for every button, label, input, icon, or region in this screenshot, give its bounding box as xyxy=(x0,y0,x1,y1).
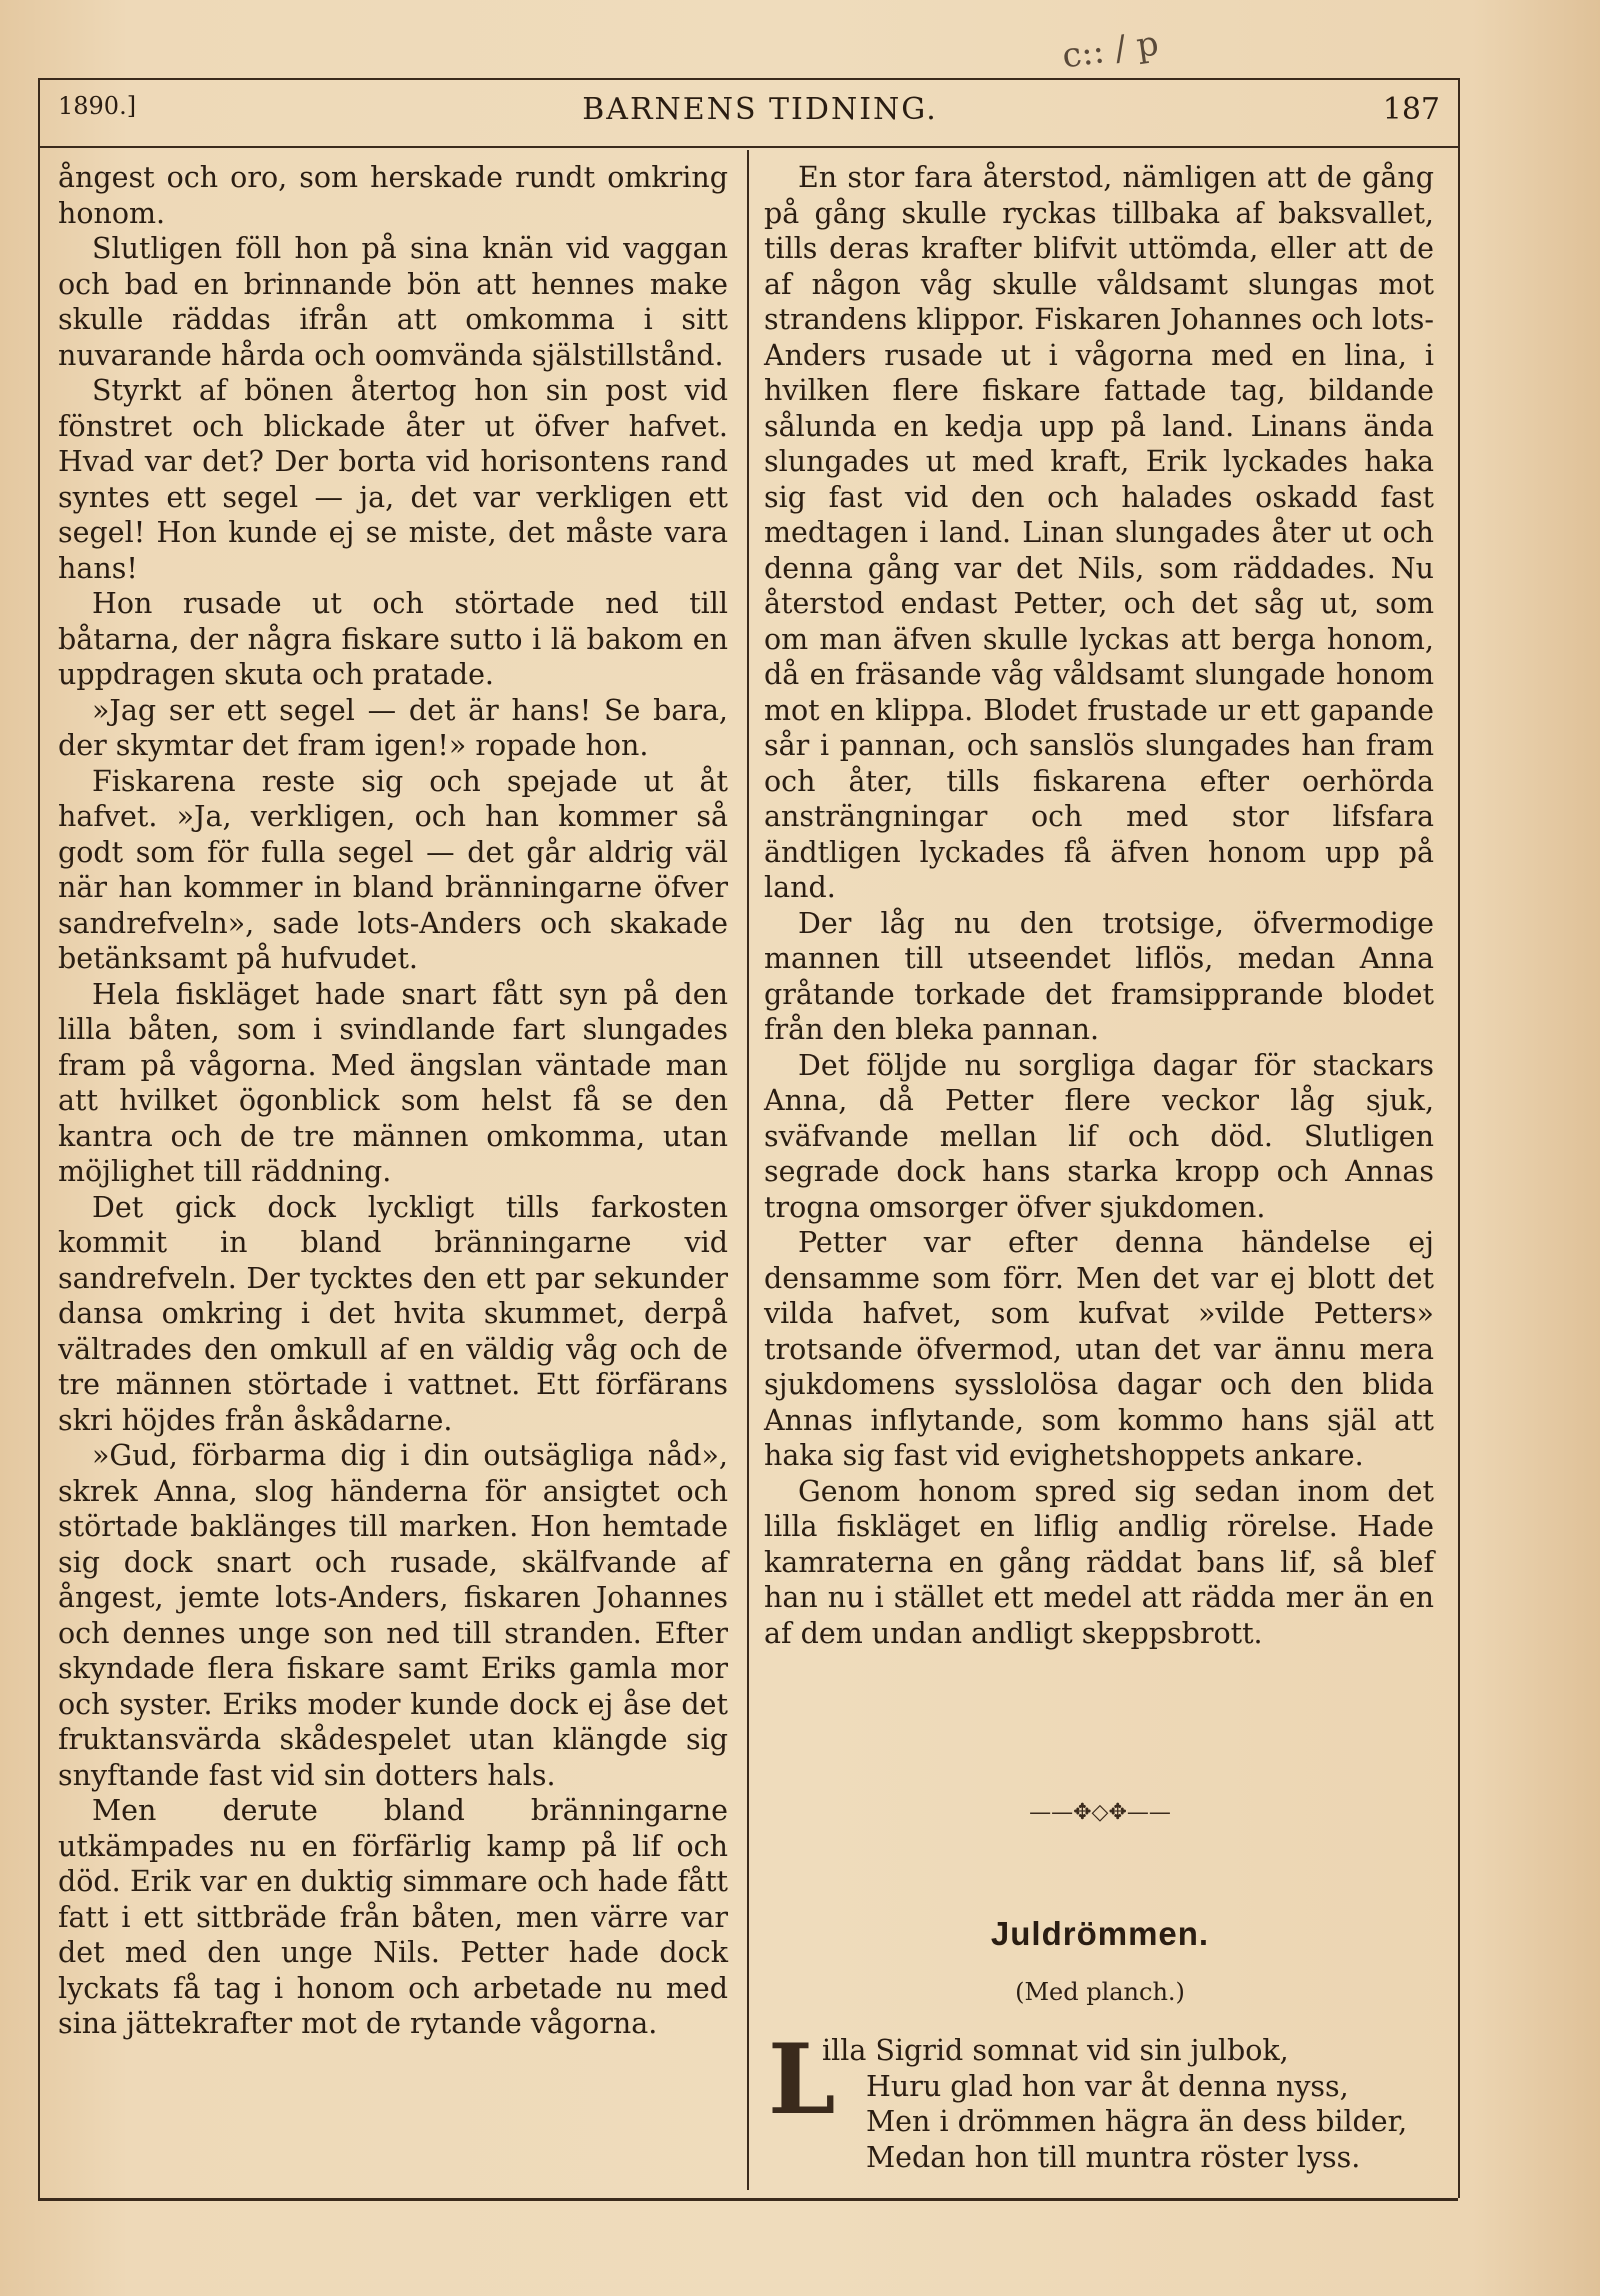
poem-title: Juldrömmen. xyxy=(990,1915,1210,1952)
paragraph: ångest och oro, som herskade rundt omkring honom. xyxy=(58,161,728,230)
top-rule xyxy=(38,78,1458,80)
header-year: 1890.] xyxy=(58,92,137,120)
paragraph: En stor fara återstod, nämligen att de gång på gång skulle ryckas tillbaka af baksvallet, tills deras krafter blifvit uttömda, eller att de af någon våg skulle våldsamt slungas mot strandens klippor. Fiskaren Johannes och lots-Anders rusade ut i vågorna med en lina, i hvilken flere fiskare fattade tag, bildande sålunda en kedja upp på land. Linans ända slungades ut med kraft, Erik lyckades haka sig fast vid den och halades oskadd fast medtagen i land. Linan slungades åter ut och denna gång var det Nils, som räddades. Nu återstod endast Petter, och det såg ut, som om man äfven skulle lyckas att berga honom, då en fräsande våg våldsamt slungade honom mot en klippa. Blodet frustade ur ett gapande sår i pannan, och sanslös slungades han fram och åter, tills fiskarena efter oerhörda ansträngningar och med stor lifsfara ändtligen lyckades få äfven honom upp på land. xyxy=(764,161,1434,904)
poem-line: Medan hon till muntra röster lyss. xyxy=(866,2140,1361,2174)
left-column xyxy=(58,160,728,2042)
paragraph: »Gud, förbarma dig i din outsägliga nåd», skrek Anna, slog händerna för ansigtet och störtade baklänges till marken. Hon hemtade sig dock snart och rusade, skälfvande af ångest, jemte lots-Anders, fiskaren Johannes och dennes unge son ned till stranden. Efter skyndade flera fiskare samt Eriks gamla mor och syster. Eriks moder kunde dock ej åse det fruktansvärda skådespelet utan klängde sig snyftande fast vid sin dotters hals. xyxy=(58,1439,728,1792)
paragraph: Hon rusade ut och störtade ned till båtarna, der några fiskare sutto i lä bakom en uppdragen skuta och pratade. xyxy=(58,587,728,691)
poem-line: Men i drömmen hägra än dess bilder, xyxy=(866,2105,1408,2138)
right-column xyxy=(764,160,1434,1651)
paragraph: Det gick dock lyckligt tills farkosten kommit in bland bränningarne vid sandrefveln. Der tycktes den ett par sekunder dansa omkring i det hvita skummet, derpå vältrades den omkull af en väldig våg och de tre männen störtade i vattnet. Ett förfärans skri höjdes från åskådarne. xyxy=(58,1190,728,1437)
handwritten-mark: c:: / p xyxy=(1059,23,1162,77)
column-divider xyxy=(747,150,749,2190)
publication-title: BARNENS TIDNING. xyxy=(582,92,938,127)
poem-line: illa Sigrid somnat vid sin julbok, xyxy=(822,2034,1289,2067)
paragraph: Det följde nu sorgliga dagar för stackars Anna, då Petter flere veckor låg sjuk, sväfvande mellan lif och död. Slutligen segrade dock hans starka kropp och Annas trogna omsorger öfver sjukdomen. xyxy=(764,1048,1434,1224)
paragraph: Petter var efter denna händelse ej densamme som förr. Men det var ej blott det vilda hafvet, som kufvat »vilde Petters» trotsande öfvermod, utan det var ännu mera sjukdomens sysslolösa dagar och den blida Annas inflytande, som kommo hans själ att haka sig fast vid evighetshoppets ankare. xyxy=(764,1226,1434,1472)
poem-subtitle: (Med planch.) xyxy=(1015,1978,1185,2006)
poem-spacer xyxy=(866,2033,1466,2069)
paragraph: Men derute bland bränningarne utkämpades nu en förfärlig kamp på lif och död. Erik var en duktig simmare och hade fått fatt i ett sittbräde från båten, men värre var det med den unge Nils. Petter hade dock lyckats få tag i honom och arbetade nu med sina jättekrafter mot de rytande vågorna. xyxy=(58,1794,728,2040)
paragraph: »Jag ser ett segel — det är hans! Se bara, der skymtar det fram igen!» ropade hon. xyxy=(58,693,728,762)
paragraph: Genom honom spred sig sedan inom det lilla fiskläget en liflig andlig rörelse. Hade kamraterna en gång räddat bans lif, så blef han nu i stället ett medel att rädda mer än en af dem undan andligt skeppsbrott. xyxy=(764,1474,1434,1650)
page-number: 187 xyxy=(1382,92,1440,127)
paragraph: Slutligen föll hon på sina knän vid vaggan och bad en brinnande bön att hennes make skulle räddas ifrån att omkomma i sitt nuvarande hårda och oomvända själstillstånd. xyxy=(58,232,728,372)
poem-body xyxy=(866,2033,1466,2175)
bottom-rule xyxy=(38,2198,1458,2201)
section-ornament: ——✥◇✥—— xyxy=(1029,1800,1171,1825)
paragraph: Fiskarena reste sig och spejade ut åt hafvet. »Ja, verkligen, och han kommer så godt som för fulla segel — det går aldrig väl när han kommer in bland bränningarne öfver sandrefveln», sade lots-Anders och skakade betänksamt på hufvudet. xyxy=(58,764,728,975)
paragraph: Der låg nu den trotsige, öfvermodige mannen till utseendet liflös, medan Anna gråtande torkade det framsipprande blodet från den bleka pannan. xyxy=(764,906,1434,1046)
poem-line: Huru glad hon var åt denna nyss, xyxy=(866,2069,1349,2103)
paragraph: Hela fiskläget hade snart fått syn på den lilla båten, som i svindlande fart slungades fram på vågorna. Med ängslan väntade man att hvilket ögonblick som helst få se den kantra och de tre männen omkomma, utan möjlighet till räddning. xyxy=(58,977,728,1188)
paragraph: Styrkt af bönen återtog hon sin post vid fönstret och blickade åter ut öfver hafvet. Hvad var det? Der borta vid horisontens rand syntes ett segel — ja, det var verkligen ett segel! Hon kunde ej se miste, det måste vara hans! xyxy=(58,374,728,585)
header-rule xyxy=(38,146,1458,148)
decorative-initial: L xyxy=(768,2023,836,2136)
